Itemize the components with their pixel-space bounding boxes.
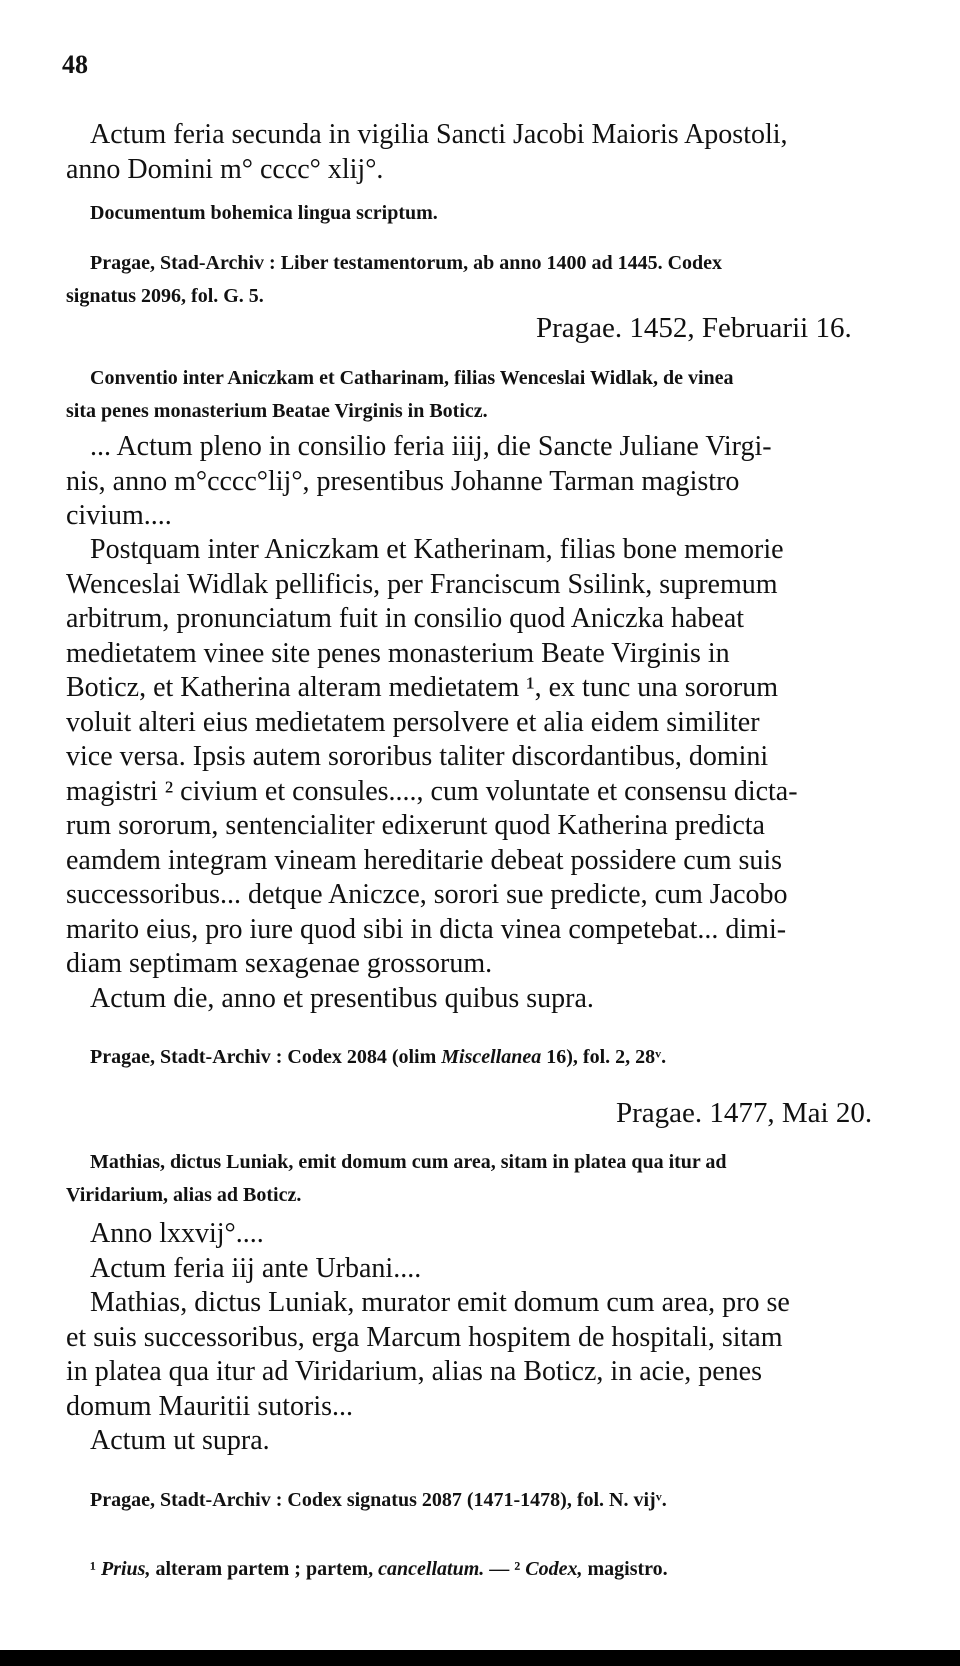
entry1-actum	[66, 118, 920, 187]
entry2-para-line: medietatem vinee site penes monasterium Beate Virginis in	[66, 637, 730, 669]
footnote-dash: —	[484, 1558, 515, 1580]
entry2-text	[66, 430, 920, 534]
footnote-1-mark: ¹	[90, 1558, 96, 1580]
entry1-note: Documentum bohemica lingua scriptum.	[90, 202, 438, 224]
footnotes	[90, 1558, 920, 1581]
entry1-source-line2: signatus 2096, fol. G. 5.	[66, 285, 264, 307]
footnote-1-text: alteram partem ; partem,	[150, 1558, 379, 1580]
entry2-source-suffix: 16), fol. 2, 28ᵛ.	[541, 1046, 667, 1068]
entry1-actum-line2: anno Domini m° cccc° xlij°.	[66, 153, 384, 185]
entry3-actum1: Actum feria iij ante Urbani....	[90, 1252, 422, 1284]
entry3-actum2: Actum ut supra.	[90, 1425, 270, 1456]
entry2-text-line: nis, anno m°cccc°lij°, presentibus Johanne Tarman magistro	[66, 465, 740, 497]
footnote-2-text: magistro.	[582, 1558, 668, 1580]
entry3-summary	[66, 1146, 920, 1212]
entry3-summary-line2: Viridarium, alias ad Boticz.	[66, 1184, 302, 1206]
entry3-text	[66, 1217, 920, 1459]
entry2-summary	[66, 362, 920, 428]
entry3-anno: Anno lxxvij°....	[90, 1218, 264, 1249]
entry1-source-line1: Pragae, Stad-Archiv : Liber testamentorum, ab anno 1400 ad 1445. Codex	[90, 252, 723, 274]
entry2-para-line: diam septimam sexagenae grossorum.	[66, 948, 493, 979]
entry2-place-date: Pragae. 1452, Februarii 16.	[536, 312, 852, 344]
entry2-para-line: successoribus... detque Aniczce, sorori sue predicte, cum Jacobo	[66, 879, 788, 910]
footnote-2-italic: Codex,	[525, 1558, 583, 1580]
entry2-text-line: ... Actum pleno in consilio feria iiij, die Sancte Juliane Virgi-	[90, 431, 772, 462]
entry3-para-line: et suis successoribus, erga Marcum hospitem de hospitali, sitam	[66, 1321, 783, 1353]
entry2-para-line: Postquam inter Aniczkam et Katherinam, filias bone memorie	[90, 534, 784, 565]
entry3-place-date: Pragae. 1477, Mai 20.	[616, 1097, 873, 1129]
entry2-para-line: eamdem integram vineam hereditarie debeat possidere cum suis	[66, 844, 783, 876]
entry3-para-line: in platea qua itur ad Viridarium, alias na Boticz, in acie, penes	[66, 1356, 763, 1387]
entry2-text-line: civium....	[66, 500, 172, 531]
entry2-para-line: magistri ² civium et consules...., cum voluntate et consensu dicta-	[66, 775, 798, 807]
entry2-para-line: Wenceslai Widlak pellificis, per Franciscum Ssilink, supremum	[66, 568, 778, 600]
entry2-actum-final: Actum die, anno et presentibus quibus supra.	[90, 982, 594, 1014]
entry2-source-prefix: Pragae, Stadt-Archiv : Codex 2084 (olim	[90, 1046, 442, 1068]
entry2-summary-line2: sita penes monasterium Beatae Virginis in Boticz.	[66, 400, 488, 422]
footnote-1-italic: Prius,	[101, 1558, 151, 1580]
footnote-1-italic2: cancellatum.	[378, 1558, 485, 1580]
page-number: 48	[62, 50, 88, 79]
entry2-para-line: marito eius, pro iure quod sibi in dicta vinea competebat... dimi-	[66, 913, 787, 945]
footnote-2-mark: ²	[514, 1558, 521, 1580]
entry2-para-line: rum sororum, sentencialiter edixerunt quod Katherina predicta	[66, 810, 765, 841]
entry2-para-line: vice versa. Ipsis autem sororibus taliter discordantibus, domini	[66, 741, 769, 772]
entry2-para-line: Boticz, et Katherina alteram medietatem ¹, ex tunc una sororum	[66, 672, 779, 703]
entry2-summary-line1: Conventio inter Aniczkam et Catharinam, filias Wenceslai Widlak, de vinea	[90, 367, 734, 389]
entry3-source: Pragae, Stadt-Archiv : Codex signatus 2087 (1471-1478), fol. N. vijᵛ.	[90, 1489, 667, 1511]
entry2-source	[90, 1041, 920, 1074]
entry3-para-line: Mathias, dictus Luniak, murator emit domum cum area, pro se	[90, 1287, 790, 1318]
entry2-para-line: voluit alteri eius medietatem persolvere et alia eidem similiter	[66, 706, 760, 738]
entry2-paragraph	[66, 533, 920, 1016]
entry1-source	[66, 247, 920, 313]
entry2-para-line: arbitrum, pronunciatum fuit in consilio quod Aniczka habeat	[66, 603, 745, 634]
entry2-source-italic: Miscellanea	[441, 1046, 542, 1068]
bottom-border	[0, 1650, 960, 1666]
entry1-actum-line1: Actum feria secunda in vigilia Sancti Jacobi Maioris Apostoli,	[90, 119, 788, 150]
entry3-summary-line1: Mathias, dictus Luniak, emit domum cum area, sitam in platea qua itur ad	[90, 1151, 727, 1173]
entry3-para-line: domum Mauritii sutoris...	[66, 1390, 353, 1422]
